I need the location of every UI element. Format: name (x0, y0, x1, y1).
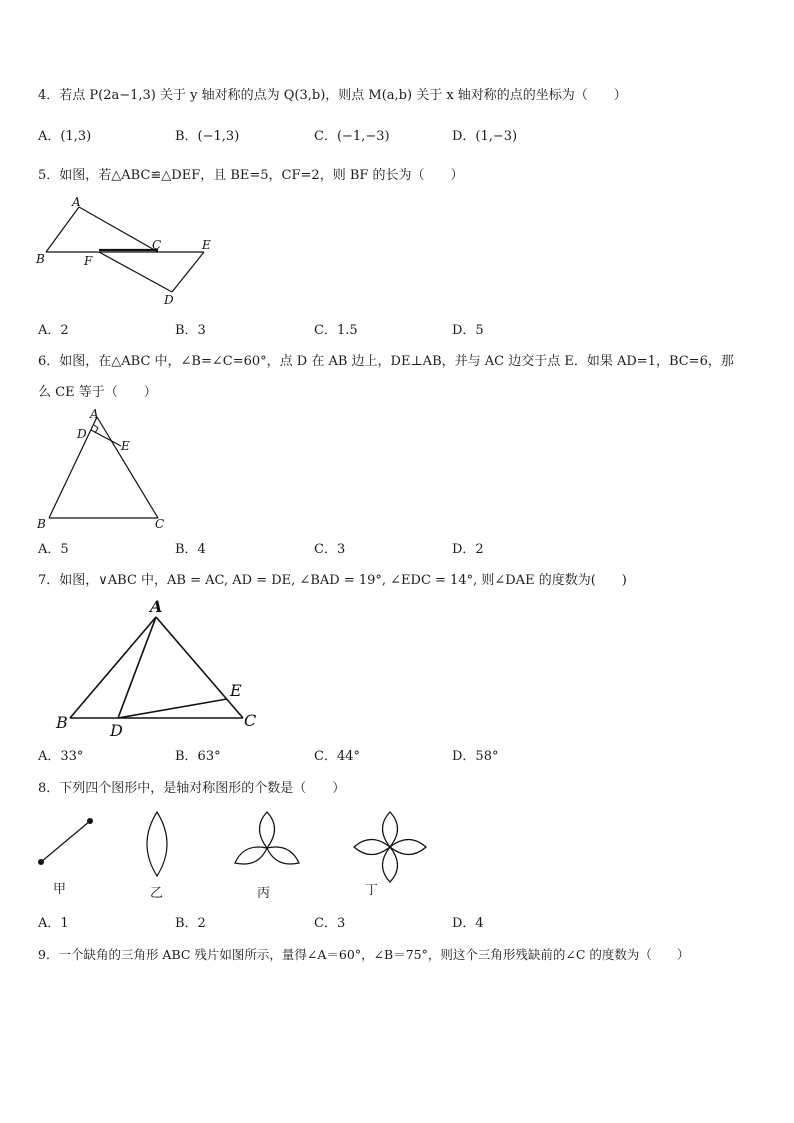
question-5-option-c[interactable]: C．1.5 (314, 323, 358, 338)
question-5-option-a[interactable]: A．2 (38, 323, 69, 338)
question-8-option-c[interactable]: C．3 (314, 916, 346, 931)
question-6-option-c[interactable]: C．3 (314, 542, 346, 557)
question-4-option-c[interactable]: C．(−1,−3) (314, 129, 390, 144)
question-5-option-b[interactable]: B．3 (175, 323, 206, 338)
figure-bing-petals (235, 812, 299, 864)
q6-label-e: E (121, 439, 130, 453)
figure-jia-segment (38, 818, 93, 865)
question-9-text: 9．一个缺角的三角形 ABC 残片如图所示，量得∠A＝60°，∠B＝75°，则这个三角形残缺前的∠C 的度数为（ ） (38, 947, 690, 962)
q5-label-c: C (152, 238, 162, 252)
q5-label-e: E (202, 238, 211, 252)
question-8-text: 8．下列四个图形中，是轴对称图形的个数是（ ） (38, 781, 346, 796)
question-5-option-d[interactable]: D．5 (452, 323, 484, 338)
question-7-text: 7．如图，∨ABC 中，AB = AC, AD = DE, ∠BAD = 19°, ∠EDC = 14°, 则∠DAE 的度数为( ) (38, 573, 627, 588)
question-4-text: 4．若点 P(2a−1,3) 关于 y 轴对称的点为 Q(3,b)，则点 M(a,b) 关于 x 轴对称的点的坐标为（ ） (38, 88, 627, 103)
question-6-text-line1: 6．如图，在△ABC 中，∠B=∠C=60°，点 D 在 AB 边上，DE⊥AB，并与 AC 边交于点 E．如果 AD=1，BC=6，那 (38, 354, 734, 369)
q7-label-d: D (110, 721, 123, 740)
question-8-option-b[interactable]: B．2 (175, 916, 206, 931)
question-6-figure (34, 405, 174, 533)
figure-caption-jia: 甲 (53, 882, 67, 897)
q7-label-b: B (56, 713, 68, 732)
question-7-option-a[interactable]: A．33° (38, 749, 84, 764)
q5-label-a: A (72, 195, 81, 209)
question-7-figure (50, 596, 270, 742)
q7-label-c: C (244, 711, 257, 730)
question-4-option-d[interactable]: D．(1,−3) (452, 129, 518, 144)
question-6-text-line2: 么 CE 等于（ ） (38, 385, 157, 400)
question-6-option-d[interactable]: D．2 (452, 542, 484, 557)
question-5-figure (34, 193, 224, 311)
question-7-option-b[interactable]: B．63° (175, 749, 221, 764)
question-7-option-c[interactable]: C．44° (314, 749, 360, 764)
figure-ding-flower (354, 812, 426, 882)
question-6-option-a[interactable]: A．5 (38, 542, 69, 557)
question-7-option-d[interactable]: D．58° (452, 749, 499, 764)
question-8-figures (30, 810, 440, 890)
q5-label-f: F (84, 254, 93, 268)
question-5-text: 5．如图，若△ABC≌△DEF，且 BE=5，CF=2，则 BF 的长为（ ） (38, 168, 464, 183)
q5-label-d: D (164, 293, 174, 307)
figure-caption-bing: 丙 (257, 886, 271, 901)
figure-caption-yi: 乙 (150, 886, 164, 901)
question-4-option-b[interactable]: B．(−1,3) (175, 129, 240, 144)
question-8-option-d[interactable]: D．4 (452, 916, 484, 931)
q7-label-a: A (150, 597, 163, 616)
q5-label-b: B (36, 252, 45, 266)
q6-label-d: D (77, 427, 87, 441)
q6-label-c: C (155, 517, 165, 531)
question-4-option-a[interactable]: A．(1,3) (38, 129, 92, 144)
q6-label-a: A (90, 407, 99, 421)
figure-caption-ding: 丁 (365, 883, 379, 898)
figure-yi-lens (147, 812, 167, 876)
question-8-option-a[interactable]: A．1 (38, 916, 69, 931)
q6-label-b: B (37, 517, 46, 531)
question-6-option-b[interactable]: B．4 (175, 542, 206, 557)
q7-label-e: E (230, 681, 242, 700)
